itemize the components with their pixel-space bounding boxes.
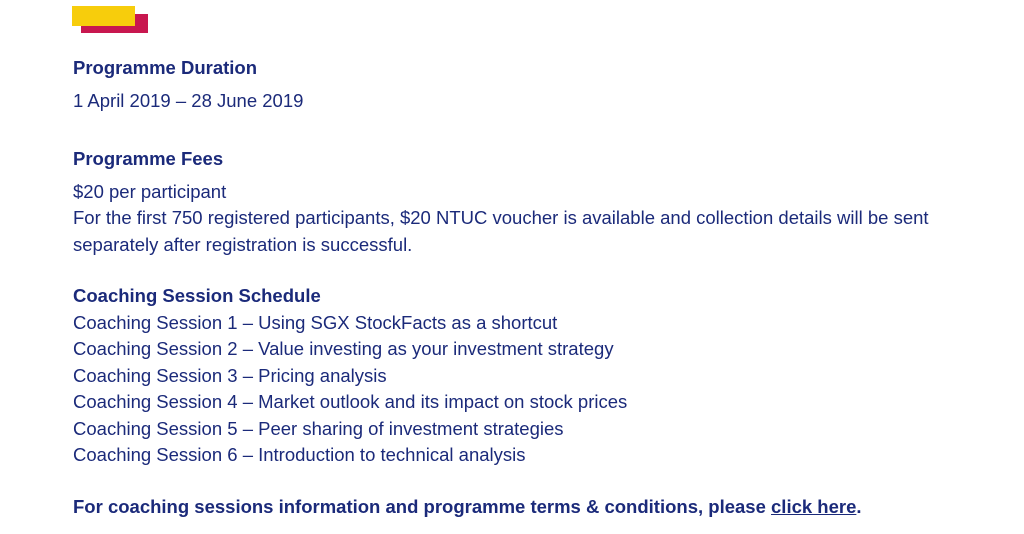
schedule-session: Coaching Session 4 – Market outlook and its impact on stock prices (73, 391, 628, 412)
duration-value: 1 April 2019 – 28 June 2019 (73, 89, 304, 111)
schedule-session: Coaching Session 1 – Using SGX StockFacts as a shortcut (73, 311, 558, 333)
schedule-session: Coaching Session 3 – Pricing analysis (73, 364, 387, 386)
fees-note: For the first 750 registered participants, $20 NTUC voucher is available and collection details will be sent separately after registration is successful. (73, 207, 929, 255)
schedule-session: Coaching Session 5 – Peer sharing of investment strategies (73, 417, 564, 439)
brand-logo (72, 6, 148, 33)
schedule-session: Coaching Session 2 – Value investing as your investment strategy (73, 338, 614, 359)
terms-note-prefix: For coaching sessions information and programme terms & conditions, please (73, 495, 772, 517)
fees-price: $20 per participant (73, 180, 227, 202)
click-here-link[interactable]: click here (771, 495, 857, 517)
fees-heading: Programme Fees (73, 148, 224, 169)
programme-details (73, 55, 993, 520)
terms-note-suffix: . (856, 495, 862, 517)
schedule-heading: Coaching Session Schedule (73, 285, 321, 306)
logo-yellow-bar (72, 6, 135, 26)
schedule-session: Coaching Session 6 – Introduction to technical analysis (73, 444, 526, 465)
terms-note (73, 494, 993, 521)
duration-heading: Programme Duration (73, 57, 258, 78)
